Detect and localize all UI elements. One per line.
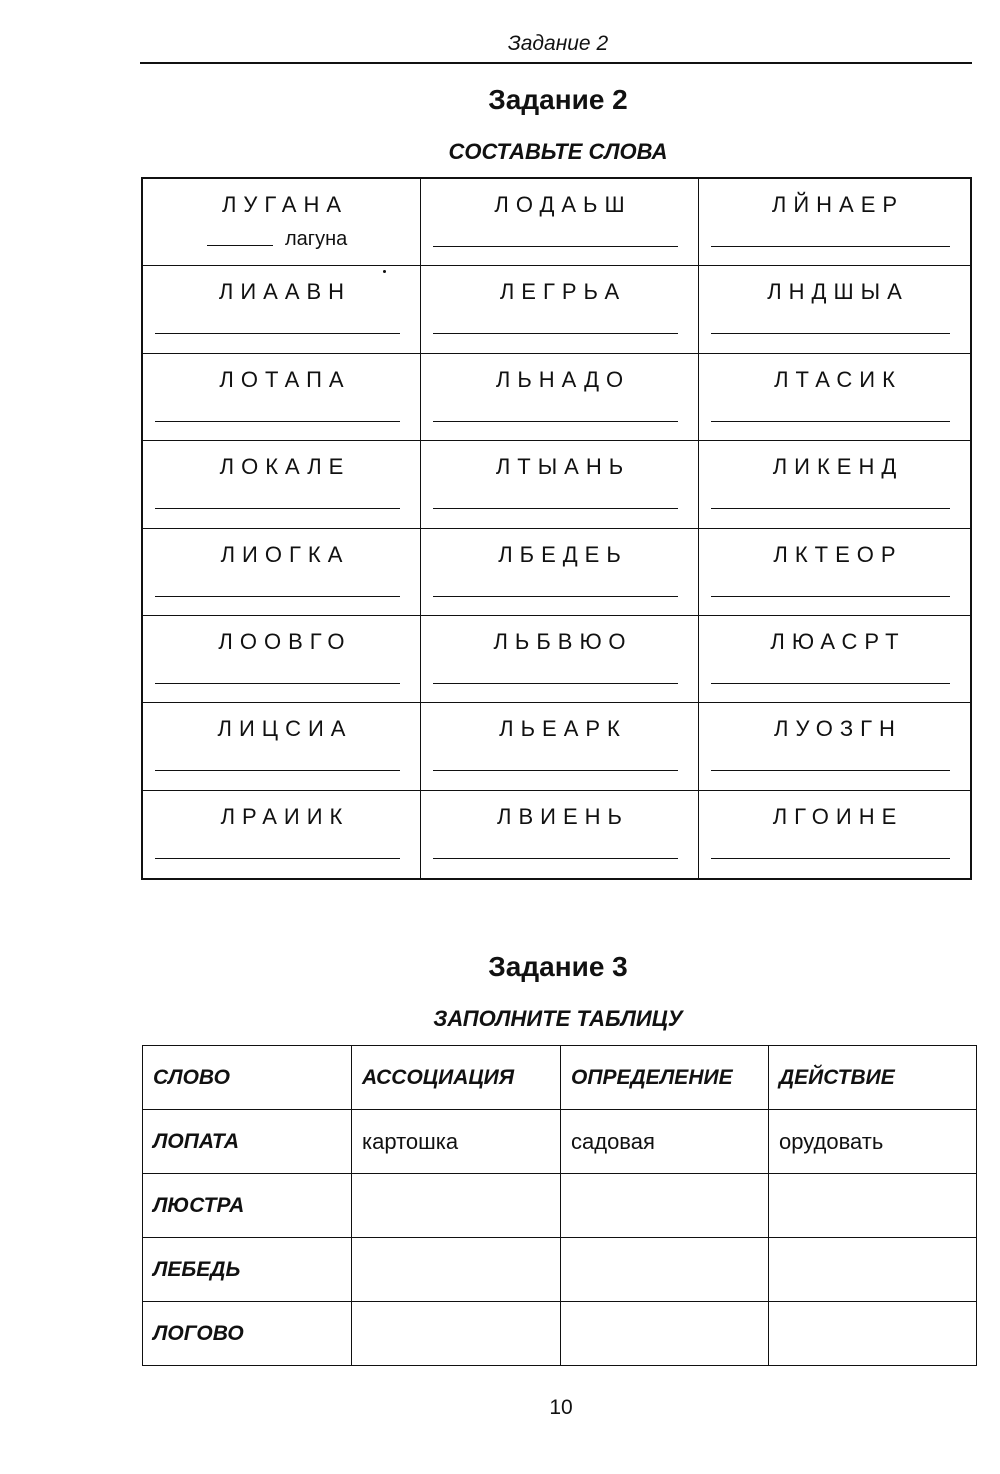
anagram-letters: ЛГОИНЕ xyxy=(772,803,904,829)
answer-line xyxy=(711,333,950,334)
column-header: АССОЦИАЦИЯ xyxy=(352,1046,561,1110)
anagram-letters: ЛЕГРЬА xyxy=(499,279,627,305)
running-header: Задание 2 xyxy=(507,32,609,55)
anagram-letters: ЛОКАЛЕ xyxy=(219,454,351,480)
word-cell: ЛОГОВО xyxy=(143,1302,352,1366)
answer-line xyxy=(207,245,273,246)
answer-line xyxy=(433,596,678,597)
fill-table xyxy=(142,1045,977,1366)
anagram-letters: ЛКТЕОР xyxy=(773,541,903,567)
anagram-cell[interactable] xyxy=(143,791,421,878)
anagram-letters: ЛТЫАНЬ xyxy=(495,454,631,480)
anagram-letters: ЛБЕДЕЬ xyxy=(498,541,628,567)
anagram-cell[interactable] xyxy=(699,703,970,790)
page-number: 10 xyxy=(549,1396,573,1419)
anagram-letters: ЛНДШЫА xyxy=(767,279,909,305)
task2-title: Задание 2 xyxy=(488,84,628,115)
answer-line xyxy=(433,683,678,684)
anagram-letters: ЛИААВН xyxy=(218,279,352,305)
table-header-row xyxy=(143,1046,977,1110)
task3-subtitle: ЗАПОЛНИТЕ ТАБЛИЦУ xyxy=(433,1006,683,1031)
anagram-letters: ЛУОЗГН xyxy=(774,716,902,742)
column-header: ДЕЙСТВИЕ xyxy=(769,1046,977,1110)
answer-line xyxy=(155,770,400,771)
anagram-cell[interactable] xyxy=(143,441,421,528)
association-cell[interactable] xyxy=(352,1174,561,1238)
definition-cell[interactable]: садовая xyxy=(561,1110,769,1174)
anagram-letters: ЛЬНАДО xyxy=(495,366,631,392)
answer-line xyxy=(711,770,950,771)
header-rule xyxy=(140,62,972,64)
definition-cell[interactable] xyxy=(561,1302,769,1366)
anagram-cell[interactable] xyxy=(421,616,699,703)
action-cell[interactable] xyxy=(769,1174,977,1238)
association-cell[interactable] xyxy=(352,1238,561,1302)
association-cell[interactable] xyxy=(352,1302,561,1366)
anagram-cell[interactable] xyxy=(421,354,699,441)
anagram-cell[interactable] xyxy=(421,529,699,616)
anagram-cell[interactable] xyxy=(699,266,970,353)
anagram-grid xyxy=(141,177,972,880)
answer-line xyxy=(711,858,950,859)
answer-line xyxy=(155,683,400,684)
column-header: СЛОВО xyxy=(143,1046,352,1110)
anagram-cell[interactable] xyxy=(421,441,699,528)
action-cell[interactable] xyxy=(769,1238,977,1302)
anagram-cell[interactable] xyxy=(699,179,970,266)
anagram-letters: ЛЬБВЮО xyxy=(493,628,633,654)
column-header: ОПРЕДЕЛЕНИЕ xyxy=(561,1046,769,1110)
stray-dot xyxy=(383,270,386,273)
anagram-cell[interactable] xyxy=(143,616,421,703)
answer-line xyxy=(433,333,678,334)
anagram-cell[interactable] xyxy=(421,179,699,266)
action-cell[interactable] xyxy=(769,1302,977,1366)
answer-line xyxy=(433,858,678,859)
word-cell: ЛЕБЕДЬ xyxy=(143,1238,352,1302)
anagram-cell[interactable] xyxy=(421,266,699,353)
anagram-cell[interactable] xyxy=(143,529,421,616)
anagram-cell[interactable] xyxy=(143,266,421,353)
anagram-cell[interactable] xyxy=(699,441,970,528)
answer-line xyxy=(155,333,400,334)
word-cell: ЛЮСТРА xyxy=(143,1174,352,1238)
anagram-cell[interactable] xyxy=(421,791,699,878)
definition-cell[interactable] xyxy=(561,1174,769,1238)
word-cell: ЛОПАТА xyxy=(143,1110,352,1174)
answer-line xyxy=(155,858,400,859)
answer-line xyxy=(711,246,950,247)
table-row xyxy=(143,1110,977,1174)
action-cell[interactable]: орудовать xyxy=(769,1110,977,1174)
anagram-letters: ЛВИЕНЬ xyxy=(497,803,629,829)
anagram-letters: ЛТАСИК xyxy=(774,366,902,392)
anagram-cell[interactable] xyxy=(699,616,970,703)
definition-cell[interactable] xyxy=(561,1238,769,1302)
association-cell[interactable]: картошка xyxy=(352,1110,561,1174)
anagram-letters: ЛОТАПА xyxy=(219,366,351,392)
anagram-letters: ЛЮАСРТ xyxy=(770,628,906,654)
anagram-cell[interactable] xyxy=(699,791,970,878)
table-row xyxy=(143,1302,977,1366)
anagram-cell[interactable] xyxy=(143,703,421,790)
answer-line xyxy=(433,246,678,247)
answer-line xyxy=(433,770,678,771)
anagram-letters: ЛЬЕАРК xyxy=(499,716,627,742)
table-row xyxy=(143,1174,977,1238)
sample-answer: лагуна xyxy=(285,228,348,250)
answer-line xyxy=(711,683,950,684)
anagram-letters: ЛИКЕНД xyxy=(772,454,904,480)
answer-line xyxy=(433,421,678,422)
anagram-cell[interactable] xyxy=(699,354,970,441)
table-row xyxy=(143,1238,977,1302)
anagram-letters: ЛИОГКА xyxy=(220,541,350,567)
anagram-letters: ЛООВГО xyxy=(218,628,352,654)
anagram-letters: ЛУГАНА xyxy=(221,192,349,217)
anagram-cell[interactable] xyxy=(143,179,421,266)
answer-line xyxy=(711,508,950,509)
anagram-cell[interactable] xyxy=(699,529,970,616)
answer-line xyxy=(433,508,678,509)
anagram-letters: ЛРАИИК xyxy=(220,803,350,829)
answer-line xyxy=(711,421,950,422)
anagram-cell[interactable] xyxy=(421,703,699,790)
answer-line xyxy=(711,596,950,597)
anagram-cell[interactable] xyxy=(143,354,421,441)
task2-subtitle: СОСТАВЬТЕ СЛОВА xyxy=(448,139,668,164)
task3-title: Задание 3 xyxy=(488,951,628,982)
answer-line xyxy=(155,508,400,509)
answer-line xyxy=(155,421,400,422)
anagram-letters: ЛЙНАЕР xyxy=(771,192,905,217)
answer-line xyxy=(155,596,400,597)
anagram-letters: ЛИЦСИА xyxy=(217,716,353,742)
anagram-letters: ЛОДАЬШ xyxy=(494,192,632,217)
